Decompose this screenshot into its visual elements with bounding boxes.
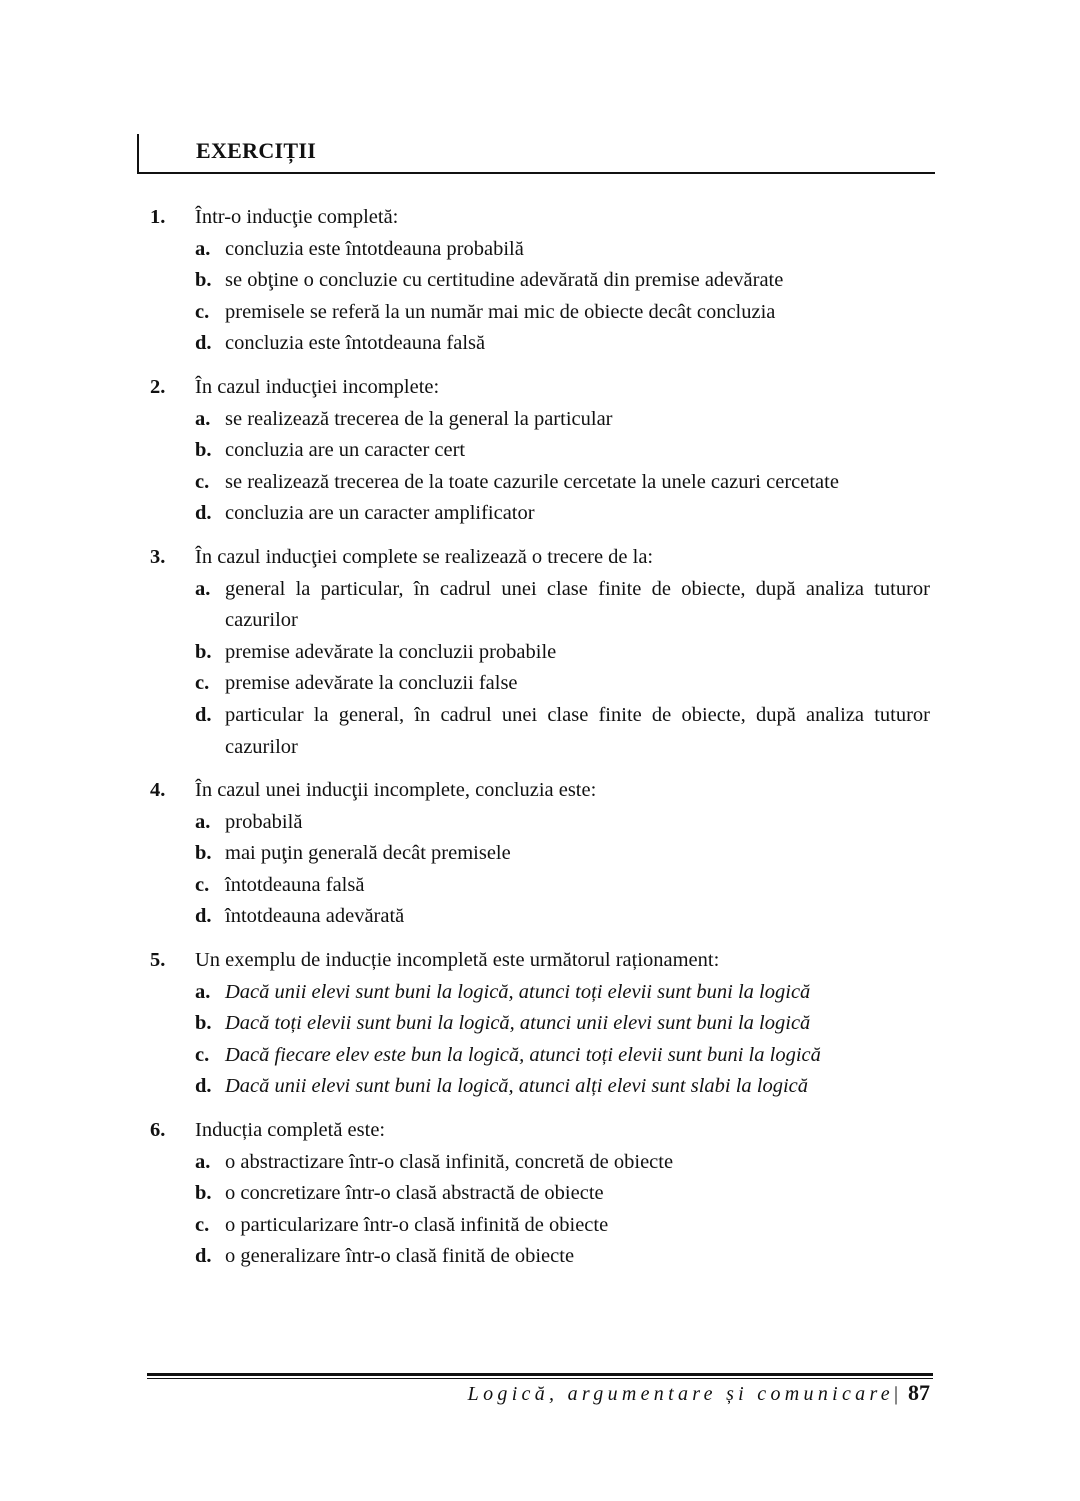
- option-text: concluzia este întotdeauna falsă: [225, 332, 486, 355]
- option-letter: d.: [195, 703, 212, 726]
- option-letter: d.: [195, 1245, 212, 1268]
- option-text: o concretizare într-o clasă abstractă de obiecte: [225, 1182, 604, 1205]
- question-text: În cazul inducţiei incomplete:: [195, 375, 440, 398]
- option-letter: b.: [195, 842, 212, 865]
- answer-option: [195, 870, 930, 902]
- footer-separator: |: [893, 1383, 898, 1405]
- option-letter: a.: [195, 237, 211, 260]
- question-number: 5.: [150, 949, 166, 972]
- question: [150, 542, 930, 763]
- option-letter: c.: [195, 672, 210, 695]
- option-text: o particularizare într-o clasă infinită de obiecte: [225, 1213, 609, 1236]
- option-letter: a.: [195, 407, 211, 430]
- option-text: general la particular, în cadrul unei clase finite de obiecte, după analiza tuturor cazurilor: [225, 577, 930, 632]
- option-text: o abstractizare într-o clasă infinită, concretă de obiecte: [225, 1150, 674, 1173]
- option-text: concluzia este întotdeauna probabilă: [225, 237, 524, 260]
- question: [150, 775, 930, 933]
- option-text: Dacă toți elevii sunt buni la logică, atunci unii elevi sunt buni la logică: [225, 1012, 811, 1035]
- question-text: Într-o inducţie completă:: [195, 206, 399, 228]
- option-letter: a.: [195, 1150, 211, 1173]
- option-letter: b.: [195, 439, 212, 462]
- answer-option: [195, 234, 930, 266]
- page-number: 87: [908, 1380, 930, 1405]
- answer-option: [195, 668, 930, 700]
- answer-option: [195, 637, 930, 669]
- option-letter: a.: [195, 810, 211, 833]
- option-letter: d.: [195, 332, 212, 355]
- answer-option: [195, 467, 930, 499]
- answer-option: [195, 328, 930, 360]
- option-text: Dacă unii elevi sunt buni la logică, atunci toți elevii sunt buni la logică: [225, 980, 811, 1003]
- footer-rule-thin: [147, 1378, 933, 1379]
- option-text: Dacă unii elevi sunt buni la logică, atunci alți elevi sunt slabi la logică: [225, 1075, 809, 1098]
- answer-option: [195, 1210, 930, 1242]
- answer-option: [195, 807, 930, 839]
- question-number: 6.: [150, 1119, 166, 1142]
- footer: [468, 1380, 930, 1406]
- answer-option: [195, 498, 930, 530]
- option-text: întotdeauna adevărată: [225, 905, 405, 928]
- question-number: 4.: [150, 779, 166, 802]
- section-header: [137, 134, 935, 174]
- answer-option: [195, 1071, 930, 1103]
- section-title: EXERCIȚII: [196, 138, 317, 163]
- exercise-list: [150, 202, 930, 1285]
- book-title: Logică, argumentare și comunicare: [467, 1383, 894, 1405]
- answer-option: [195, 1008, 930, 1040]
- answer-option: [195, 1241, 930, 1273]
- option-text: mai puţin generală decât premisele: [225, 842, 511, 865]
- question-number: 3.: [150, 545, 166, 568]
- option-letter: c.: [195, 300, 210, 323]
- question-text: Inducția completă este:: [195, 1119, 386, 1142]
- option-text: se realizează trecerea de la general la particular: [225, 407, 613, 430]
- question: [150, 202, 930, 360]
- option-letter: d.: [195, 502, 212, 525]
- question-text: În cazul unei inducţii incomplete, concluzia este:: [195, 779, 597, 802]
- question: [150, 372, 930, 530]
- option-text: se obţine o concluzie cu certitudine adevărată din premise adevărate: [225, 269, 784, 292]
- answer-option: [195, 435, 930, 467]
- option-text: particular la general, în cadrul unei clase finite de obiecte, după analiza tuturor cazurilor: [225, 703, 930, 758]
- question-number: 1.: [150, 206, 166, 228]
- answer-option: [195, 901, 930, 933]
- option-letter: b.: [195, 269, 212, 292]
- option-text: probabilă: [225, 810, 303, 833]
- option-text: întotdeauna falsă: [225, 873, 365, 896]
- answer-option: [195, 404, 930, 436]
- option-text: concluzia are un caracter amplificator: [225, 502, 535, 525]
- question: [150, 945, 930, 1103]
- option-letter: b.: [195, 1012, 212, 1035]
- option-text: concluzia are un caracter cert: [225, 439, 466, 462]
- option-letter: d.: [195, 905, 212, 928]
- option-text: premise adevărate la concluzii probabile: [225, 640, 557, 663]
- answer-option: [195, 838, 930, 870]
- option-letter: c.: [195, 470, 210, 493]
- question-text: Un exemplu de inducție incompletă este următorul raționament:: [195, 949, 720, 972]
- question-text: În cazul inducţiei complete se realizează o trecere de la:: [195, 545, 654, 568]
- answer-option: [195, 977, 930, 1009]
- footer-rule-thick: [147, 1373, 933, 1376]
- answer-option: [195, 1178, 930, 1210]
- option-text: premisele se referă la un număr mai mic de obiecte decât concluzia: [225, 300, 776, 323]
- answer-option: [195, 1147, 930, 1179]
- answer-option: [195, 700, 930, 763]
- option-letter: d.: [195, 1075, 212, 1098]
- option-letter: c.: [195, 1213, 210, 1236]
- question: [150, 1115, 930, 1273]
- option-text: se realizează trecerea de la toate cazurile cercetate la unele cazuri cercetate: [225, 470, 839, 493]
- answer-option: [195, 574, 930, 637]
- answer-option: [195, 265, 930, 297]
- answer-option: [195, 297, 930, 329]
- option-text: o generalizare într-o clasă finită de obiecte: [225, 1245, 575, 1268]
- option-letter: b.: [195, 1182, 212, 1205]
- option-letter: a.: [195, 980, 211, 1003]
- question-number: 2.: [150, 375, 166, 398]
- option-letter: b.: [195, 640, 212, 663]
- option-letter: c.: [195, 1043, 210, 1066]
- option-letter: a.: [195, 577, 211, 600]
- option-text: premise adevărate la concluzii false: [225, 672, 518, 695]
- answer-option: [195, 1040, 930, 1072]
- option-letter: c.: [195, 873, 210, 896]
- option-text: Dacă fiecare elev este bun la logică, atunci toți elevii sunt buni la logică: [225, 1043, 821, 1066]
